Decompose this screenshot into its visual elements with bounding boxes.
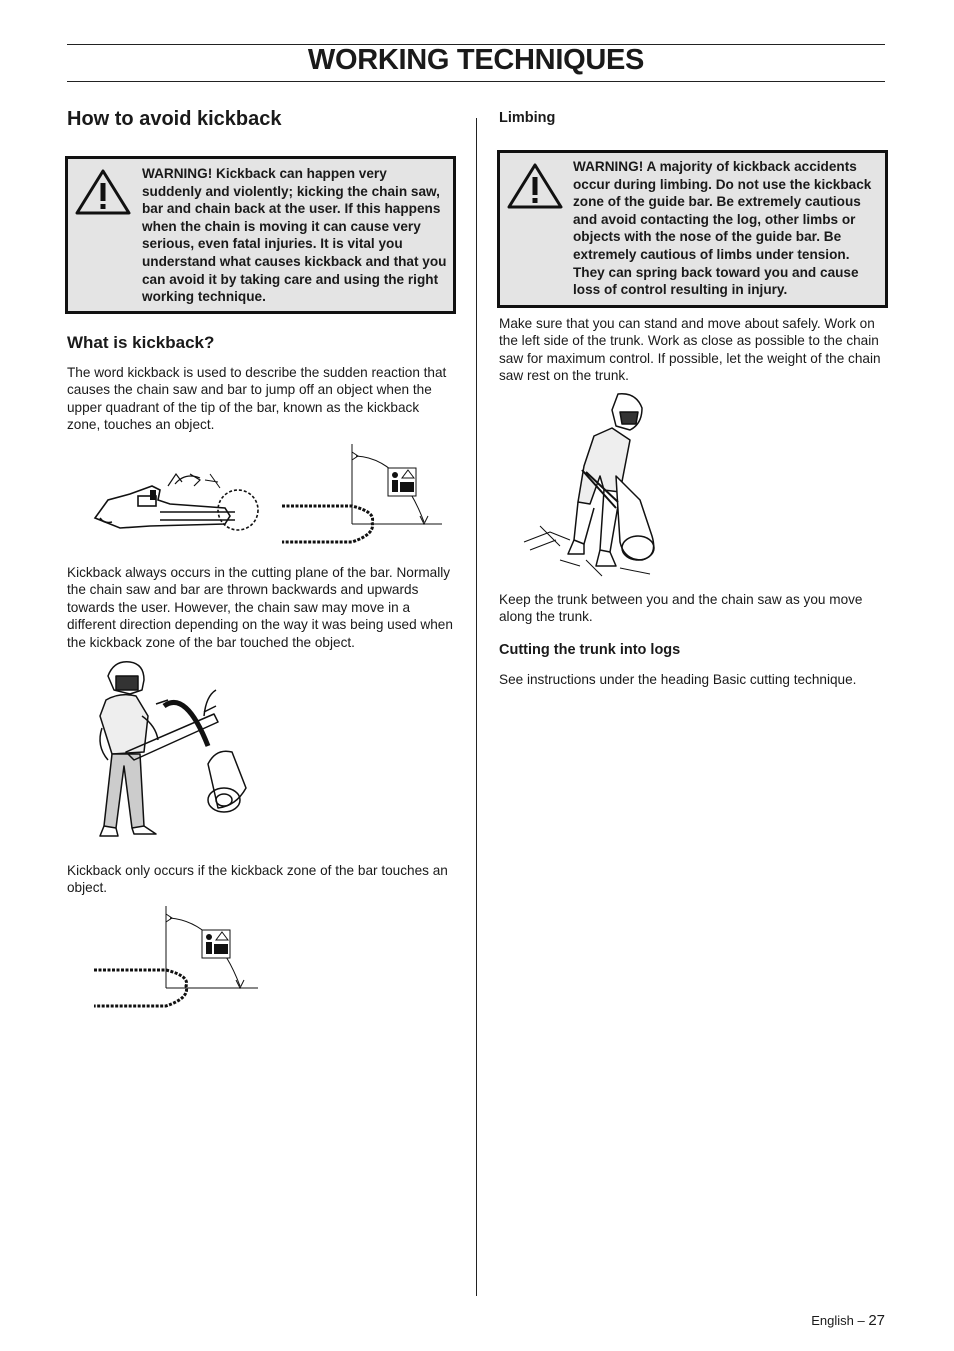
section-heading: How to avoid kickback (67, 108, 282, 130)
warning-triangle-icon (506, 161, 564, 211)
footer-dash: – (857, 1313, 865, 1328)
header-bottom-rule (67, 81, 885, 82)
paragraph: The word kickback is used to describe the sudden reaction that causes the chain saw and bar to jump off an object when the upper quadrant of the tip of the bar, known as the kickback zone, touches an object. (67, 365, 447, 433)
paragraph: See instructions under the heading Basic cutting technique. (499, 672, 857, 687)
chainsaw-illustration (90, 460, 265, 540)
operator-kickback-illustration (86, 656, 251, 851)
paragraph: Kickback only occurs if the kickback zone of the bar touches an object. (67, 863, 448, 896)
limbing-warning-box (497, 150, 888, 308)
kickback-zone-diagram (280, 442, 445, 550)
paragraph: Kickback always occurs in the cutting plane of the bar. Normally the chain saw and bar are thrown backwards and upwards towards the user. However, the chain saw may move in a different direction depending on the way it was being used when the kickback zone of the bar touched the object. (67, 565, 453, 650)
limbing-operator-illustration (520, 390, 665, 580)
footer-language: English (811, 1313, 854, 1328)
page-number: 27 (868, 1312, 885, 1329)
page-footer (811, 1312, 885, 1329)
subheading-cutting-trunk: Cutting the trunk into logs (499, 642, 681, 658)
subheading-what-is-kickback: What is kickback? (67, 333, 215, 352)
paragraph: Keep the trunk between you and the chain saw as you move along the trunk. (499, 592, 863, 625)
column-divider (476, 118, 477, 1296)
warning-text: WARNING! A majority of kickback accidents occur during limbing. Do not use the kickback zone of the guide bar. Be extremely cautious and avoid contacting the log, other limbs or objects with the nose of the guide bar. Be extremely cautious of limbs under tension. They can spring back toward you and cause loss of control resulting in injury. (573, 159, 872, 298)
page-title: WORKING TECHNIQUES (307, 44, 645, 76)
warning-text: WARNING! Kickback can happen very suddenly and violently; kicking the chain saw, bar and chain back at the user. If this happens when the chain is moving it can cause very serious, even fatal injuries. It is vital you understand what causes kickback and that you can avoid it by taking care and using the right working technique. (142, 166, 447, 305)
paragraph: Make sure that you can stand and move about safely. Work on the left side of the trunk. Work as close as possible to the chain saw for maximum control. If possible, let the weight of the chain saw rest on the trunk. (499, 316, 881, 384)
kickback-zone-diagram (92, 904, 262, 1014)
section-heading-limbing: Limbing (499, 110, 556, 126)
warning-triangle-icon (74, 167, 132, 217)
kickback-warning-box (65, 156, 456, 314)
